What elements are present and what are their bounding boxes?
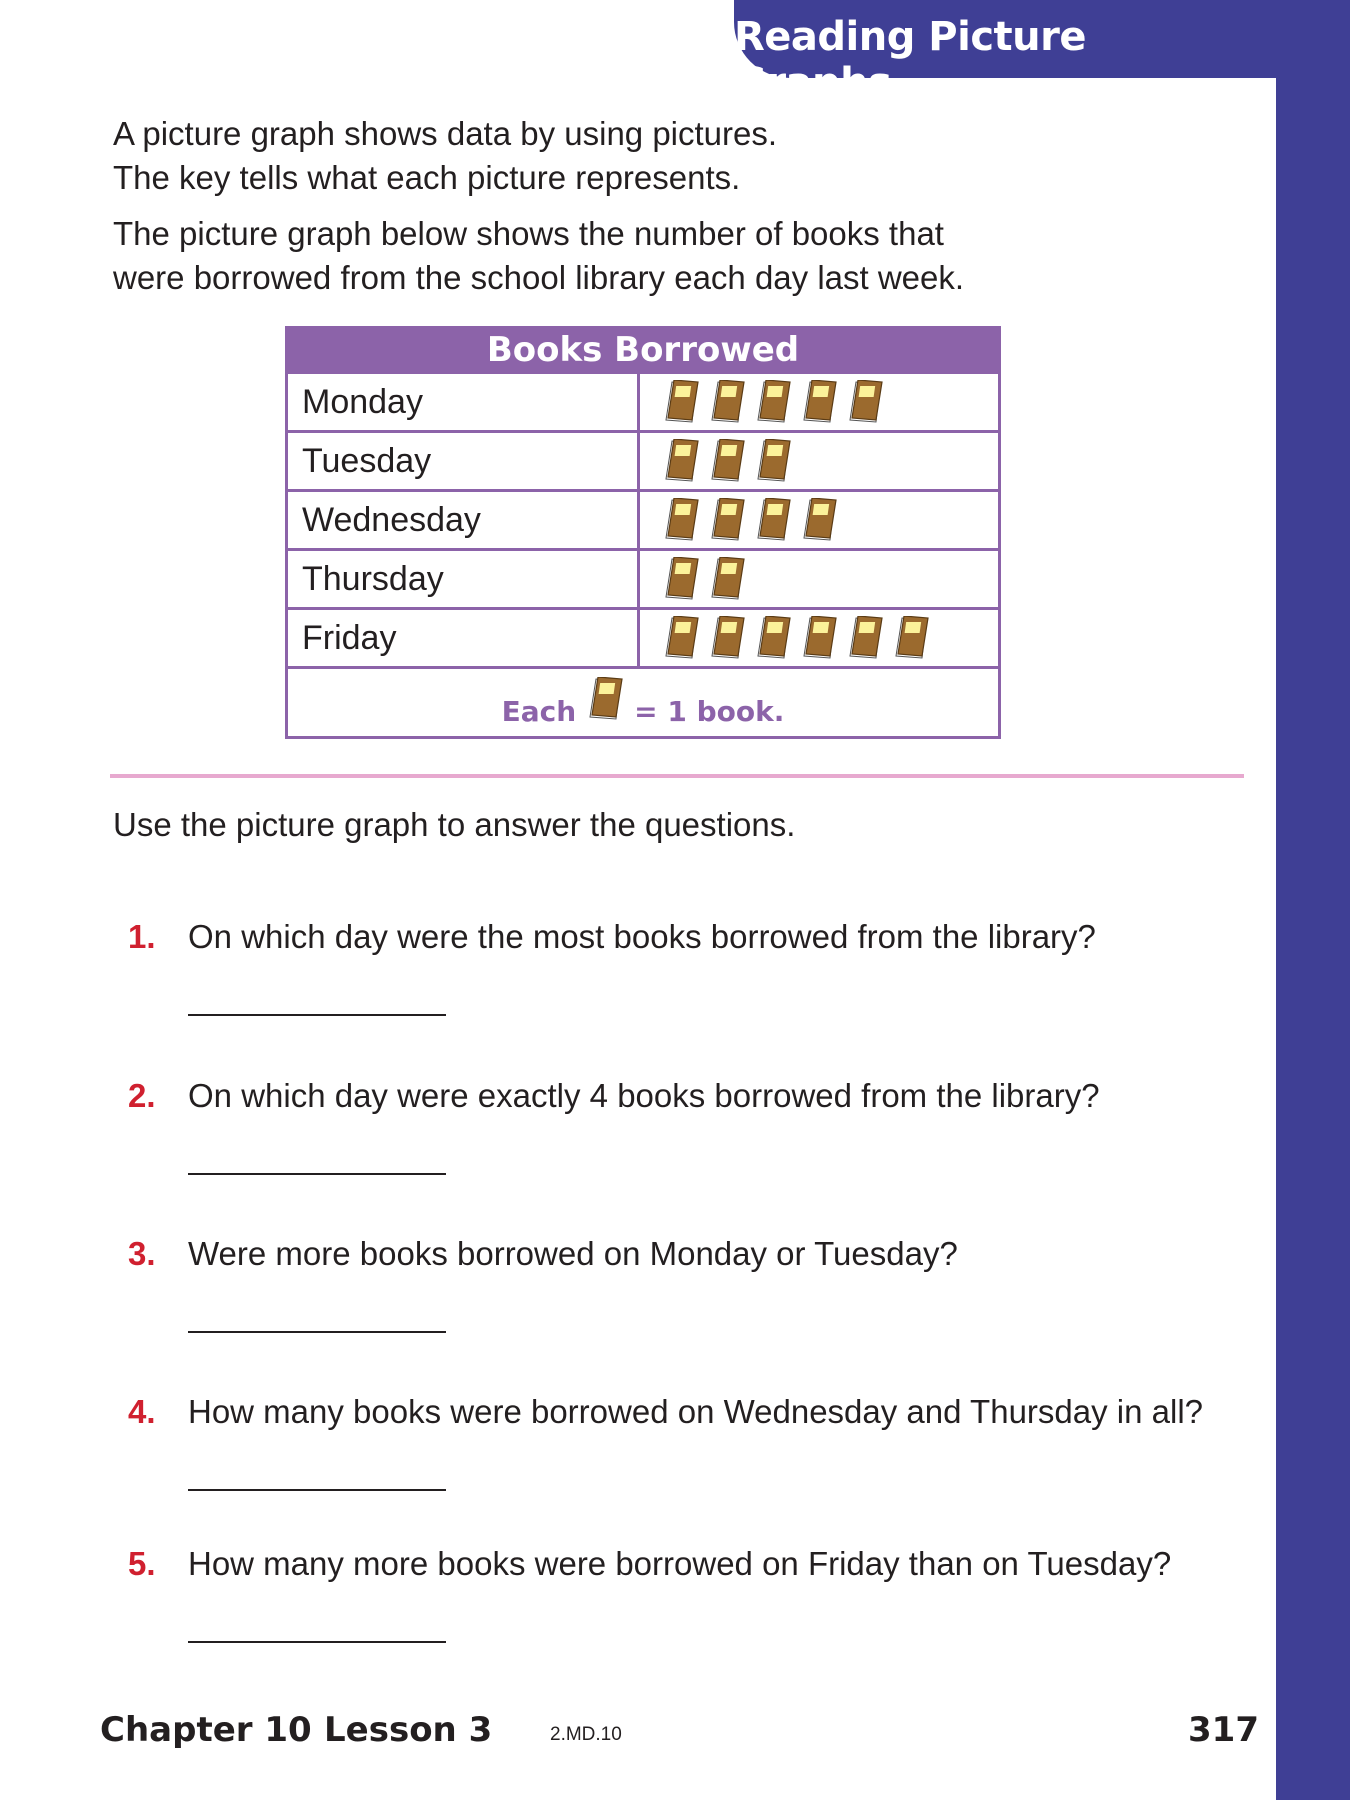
graph-row xyxy=(288,430,998,489)
question-number: 5. xyxy=(128,1545,156,1582)
graph-row xyxy=(288,548,998,607)
book-icon xyxy=(662,439,700,483)
book-icon xyxy=(708,616,746,660)
book-icon xyxy=(800,380,838,424)
question-text: On which day were the most books borrowed from the library? xyxy=(188,918,1096,955)
book-icon xyxy=(892,616,930,660)
page-title: Reading Picture Graphs xyxy=(734,14,1086,106)
day-label: Thursday xyxy=(288,551,640,607)
intro-line-2: The key tells what each picture represents. xyxy=(113,159,741,196)
book-icon xyxy=(708,439,746,483)
book-icon xyxy=(662,498,700,542)
section-divider xyxy=(110,774,1244,778)
instructions: Use the picture graph to answer the questions. xyxy=(113,806,796,843)
chapter-label: Chapter 10 xyxy=(100,1710,312,1750)
question xyxy=(128,1077,1100,1115)
book-icon xyxy=(800,616,838,660)
intro-line-1: A picture graph shows data by using pictures. xyxy=(113,115,778,152)
answer-line[interactable] xyxy=(188,1489,446,1491)
day-label: Friday xyxy=(288,610,640,666)
book-icon xyxy=(754,380,792,424)
answer-line[interactable] xyxy=(188,1173,446,1175)
question-text: How many more books were borrowed on Friday than on Tuesday? xyxy=(188,1545,1172,1582)
answer-line[interactable] xyxy=(188,1331,446,1333)
question-text: On which day were exactly 4 books borrowed from the library? xyxy=(188,1077,1100,1114)
graph-row xyxy=(288,371,998,430)
question-text: How many books were borrowed on Wednesday and Thursday in all? xyxy=(188,1393,1204,1430)
question-number: 4. xyxy=(128,1393,156,1430)
answer-line[interactable] xyxy=(188,1014,446,1016)
book-icon xyxy=(754,439,792,483)
book-icon xyxy=(662,380,700,424)
day-label: Wednesday xyxy=(288,492,640,548)
book-icon xyxy=(800,498,838,542)
key-prefix: Each xyxy=(501,695,577,728)
question xyxy=(128,1393,1203,1431)
intro-line-3: The picture graph below shows the number of books that xyxy=(113,215,944,252)
book-icon xyxy=(662,557,700,601)
picture-graph xyxy=(285,326,1001,739)
page-number: 317 xyxy=(1188,1710,1259,1750)
book-pictures xyxy=(640,551,998,607)
lesson-label: Lesson 3 xyxy=(324,1710,493,1750)
day-label: Tuesday xyxy=(288,433,640,489)
book-icon xyxy=(586,677,624,728)
standard-code: 2.MD.10 xyxy=(550,1724,622,1745)
key-suffix: = 1 book. xyxy=(634,695,785,728)
book-icon xyxy=(754,498,792,542)
side-bar xyxy=(1276,0,1350,1800)
question-number: 3. xyxy=(128,1235,156,1272)
question-number: 1. xyxy=(128,918,156,955)
answer-line[interactable] xyxy=(188,1641,446,1643)
graph-title: Books Borrowed xyxy=(288,329,998,371)
graph-row xyxy=(288,489,998,548)
book-icon xyxy=(708,557,746,601)
question-number: 2. xyxy=(128,1077,156,1114)
book-icon xyxy=(846,380,884,424)
graph-key xyxy=(288,666,998,736)
day-label: Monday xyxy=(288,374,640,430)
book-icon xyxy=(662,616,700,660)
book-icon xyxy=(708,498,746,542)
question xyxy=(128,918,1096,956)
header-banner xyxy=(734,0,1276,106)
intro-line-4: were borrowed from the school library each day last week. xyxy=(113,259,965,296)
graph-row xyxy=(288,607,998,666)
book-icon xyxy=(846,616,884,660)
book-pictures xyxy=(640,610,998,666)
book-pictures xyxy=(640,492,998,548)
book-pictures xyxy=(640,374,998,430)
book-icon xyxy=(708,380,746,424)
question xyxy=(128,1545,1171,1583)
question xyxy=(128,1235,958,1273)
question-text: Were more books borrowed on Monday or Tuesday? xyxy=(188,1235,958,1272)
book-pictures xyxy=(640,433,998,489)
book-icon xyxy=(754,616,792,660)
